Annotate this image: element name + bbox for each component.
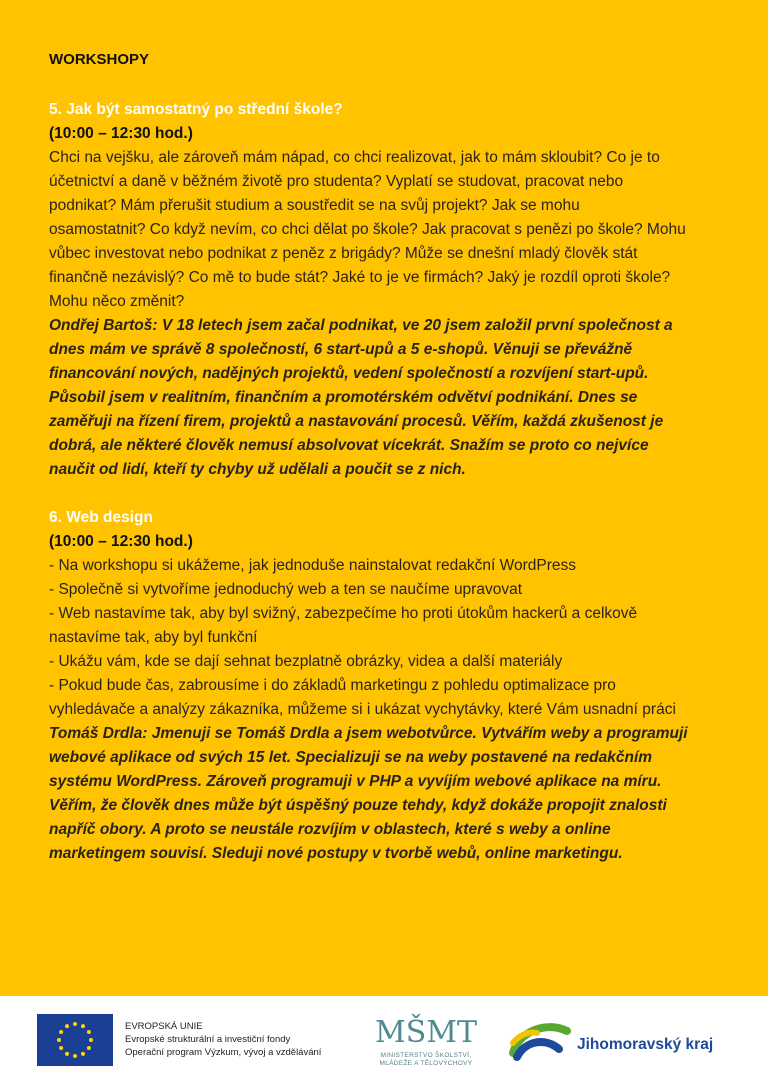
eu-text	[125, 1020, 365, 1059]
bio-line: Tomáš Drdla: Jmenuji se Tomáš Drdla a jsem webotvůrce. Vytvářím weby a programuji	[49, 725, 688, 742]
region-name: Jihomoravský kraj	[577, 1036, 714, 1053]
workshop-bullets	[49, 554, 729, 722]
bio-line: systému WordPress. Zároveň programuji v PHP a vyvíjím webové aplikace na míru.	[49, 773, 662, 790]
eu-line: Evropské strukturální a investiční fondy	[125, 1034, 291, 1045]
workshop-5	[49, 98, 729, 482]
desc-line: osamostatnit? Co když nevím, co chci dělat po škole? Jak pracovat s penězi po škole? Mohu	[49, 221, 686, 238]
workshop-time: (10:00 – 12:30 hod.)	[49, 533, 193, 550]
bullet-line: - Na workshopu si ukážeme, jak jednoduše nainstalovat redakční WordPress	[49, 557, 576, 574]
msmt-line: MLÁDEŽE A TĚLOVÝCHOVY	[379, 1060, 473, 1067]
bio-line: napříč obory. A proto se neustále rozvíjím v oblastech, které s weby a online	[49, 821, 611, 838]
desc-line: vůbec investovat nebo podnikat z peněz z brigády? Může se dnešní mladý člověk stát	[49, 245, 638, 262]
eu-line: Operační program Výzkum, vývoj a vzdělávání	[125, 1047, 322, 1058]
bio-line: naučit od lidí, kteří ty chyby už udělali a poučit se z nich.	[49, 461, 466, 478]
spacer	[49, 482, 729, 506]
speaker-bio	[49, 722, 729, 866]
jihomoravsky-kraj-logo	[507, 1013, 573, 1063]
bio-line: Působil jsem v realitním, finančním a promotérském odvětví podnikání. Dnes se	[49, 389, 638, 406]
workshop-description	[49, 146, 729, 314]
msmt-line: MINISTERSTVO ŠKOLSTVÍ,	[380, 1052, 472, 1059]
workshop-title: 6. Web design	[49, 509, 153, 526]
speaker-bio	[49, 314, 729, 482]
bullet-line: - Ukážu vám, kde se dají sehnat bezplatně obrázky, videa a další materiály	[49, 653, 563, 670]
bio-line: Ondřej Bartoš: V 18 letech jsem začal podnikat, ve 20 jsem založil první společnost a	[49, 317, 673, 334]
bullet-line: - Pokud bude čas, zabrousíme i do základů marketingu z pohledu optimalizace pro	[49, 677, 616, 694]
bio-line: Věřím, že člověk dnes může být úspěšný pouze tehdy, když dokáže propojit znalosti	[49, 797, 667, 814]
bullet-line: - Web nastavíme tak, aby byl svižný, zabezpečíme ho proti útokům hackerů a celkově	[49, 605, 638, 622]
bio-line: marketingem souvisí. Sleduji nové postupy v tvorbě webů, online marketingu.	[49, 845, 623, 862]
bio-line: zaměřuji na řízení firem, projektů a nastavování procesů. Věřím, každá zkušenost je	[49, 413, 664, 430]
desc-line: Chci na vejšku, ale zároveň mám nápad, co chci realizovat, jak to mám skloubit? Co je to	[49, 149, 660, 166]
content	[49, 48, 729, 866]
section-heading: WORKSHOPY	[49, 51, 150, 68]
workshop-title: 5. Jak být samostatný po střední škole?	[49, 101, 343, 118]
msmt-mark: MŠMT	[375, 1015, 477, 1050]
desc-line: účetnictví a daně v běžném životě pro studenta? Vyplatí se studovat, pracovat nebo	[49, 173, 624, 190]
desc-line: Mohu něco změnit?	[49, 293, 185, 310]
bio-line: webové aplikace od svých 15 let. Specializuji se na weby postavené na redakčním	[49, 749, 653, 766]
eu-flag-logo	[37, 1014, 113, 1066]
msmt-label	[364, 1052, 488, 1068]
eu-line: EVROPSKÁ UNIE	[125, 1021, 203, 1032]
workshop-6	[49, 506, 729, 866]
desc-line: podnikat? Mám přerušit studium a soustředit se na svůj projekt? Jak se mohu	[49, 197, 580, 214]
bio-line: financování nových, nadějných projektů, vedení společností a rozvíjení start-upů.	[49, 365, 649, 382]
workshop-time: (10:00 – 12:30 hod.)	[49, 125, 193, 142]
bio-line: dnes mám ve správě 8 společností, 6 start-upů a 5 e-shopů. Věnuji se převážně	[49, 341, 633, 358]
bio-line: dobrá, ale některé člověk nemusí absolvovat vícekrát. Snažím se proto co nejvíce	[49, 437, 649, 454]
desc-line: finančně nezávislý? Co mě to bude stát? Jaké to je ve firmách? Jaký je rozdíl oproti škole?	[49, 269, 671, 286]
bullet-line: vyhledávače a analýzy zákazníka, můžeme si i ukázat vychytávky, které Vám usnadní práci	[49, 701, 676, 718]
bullet-line: - Společně si vytvoříme jednoduchý web a ten se naučíme upravovat	[49, 581, 523, 598]
bullet-line: nastavíme tak, aby byl funkční	[49, 629, 258, 646]
